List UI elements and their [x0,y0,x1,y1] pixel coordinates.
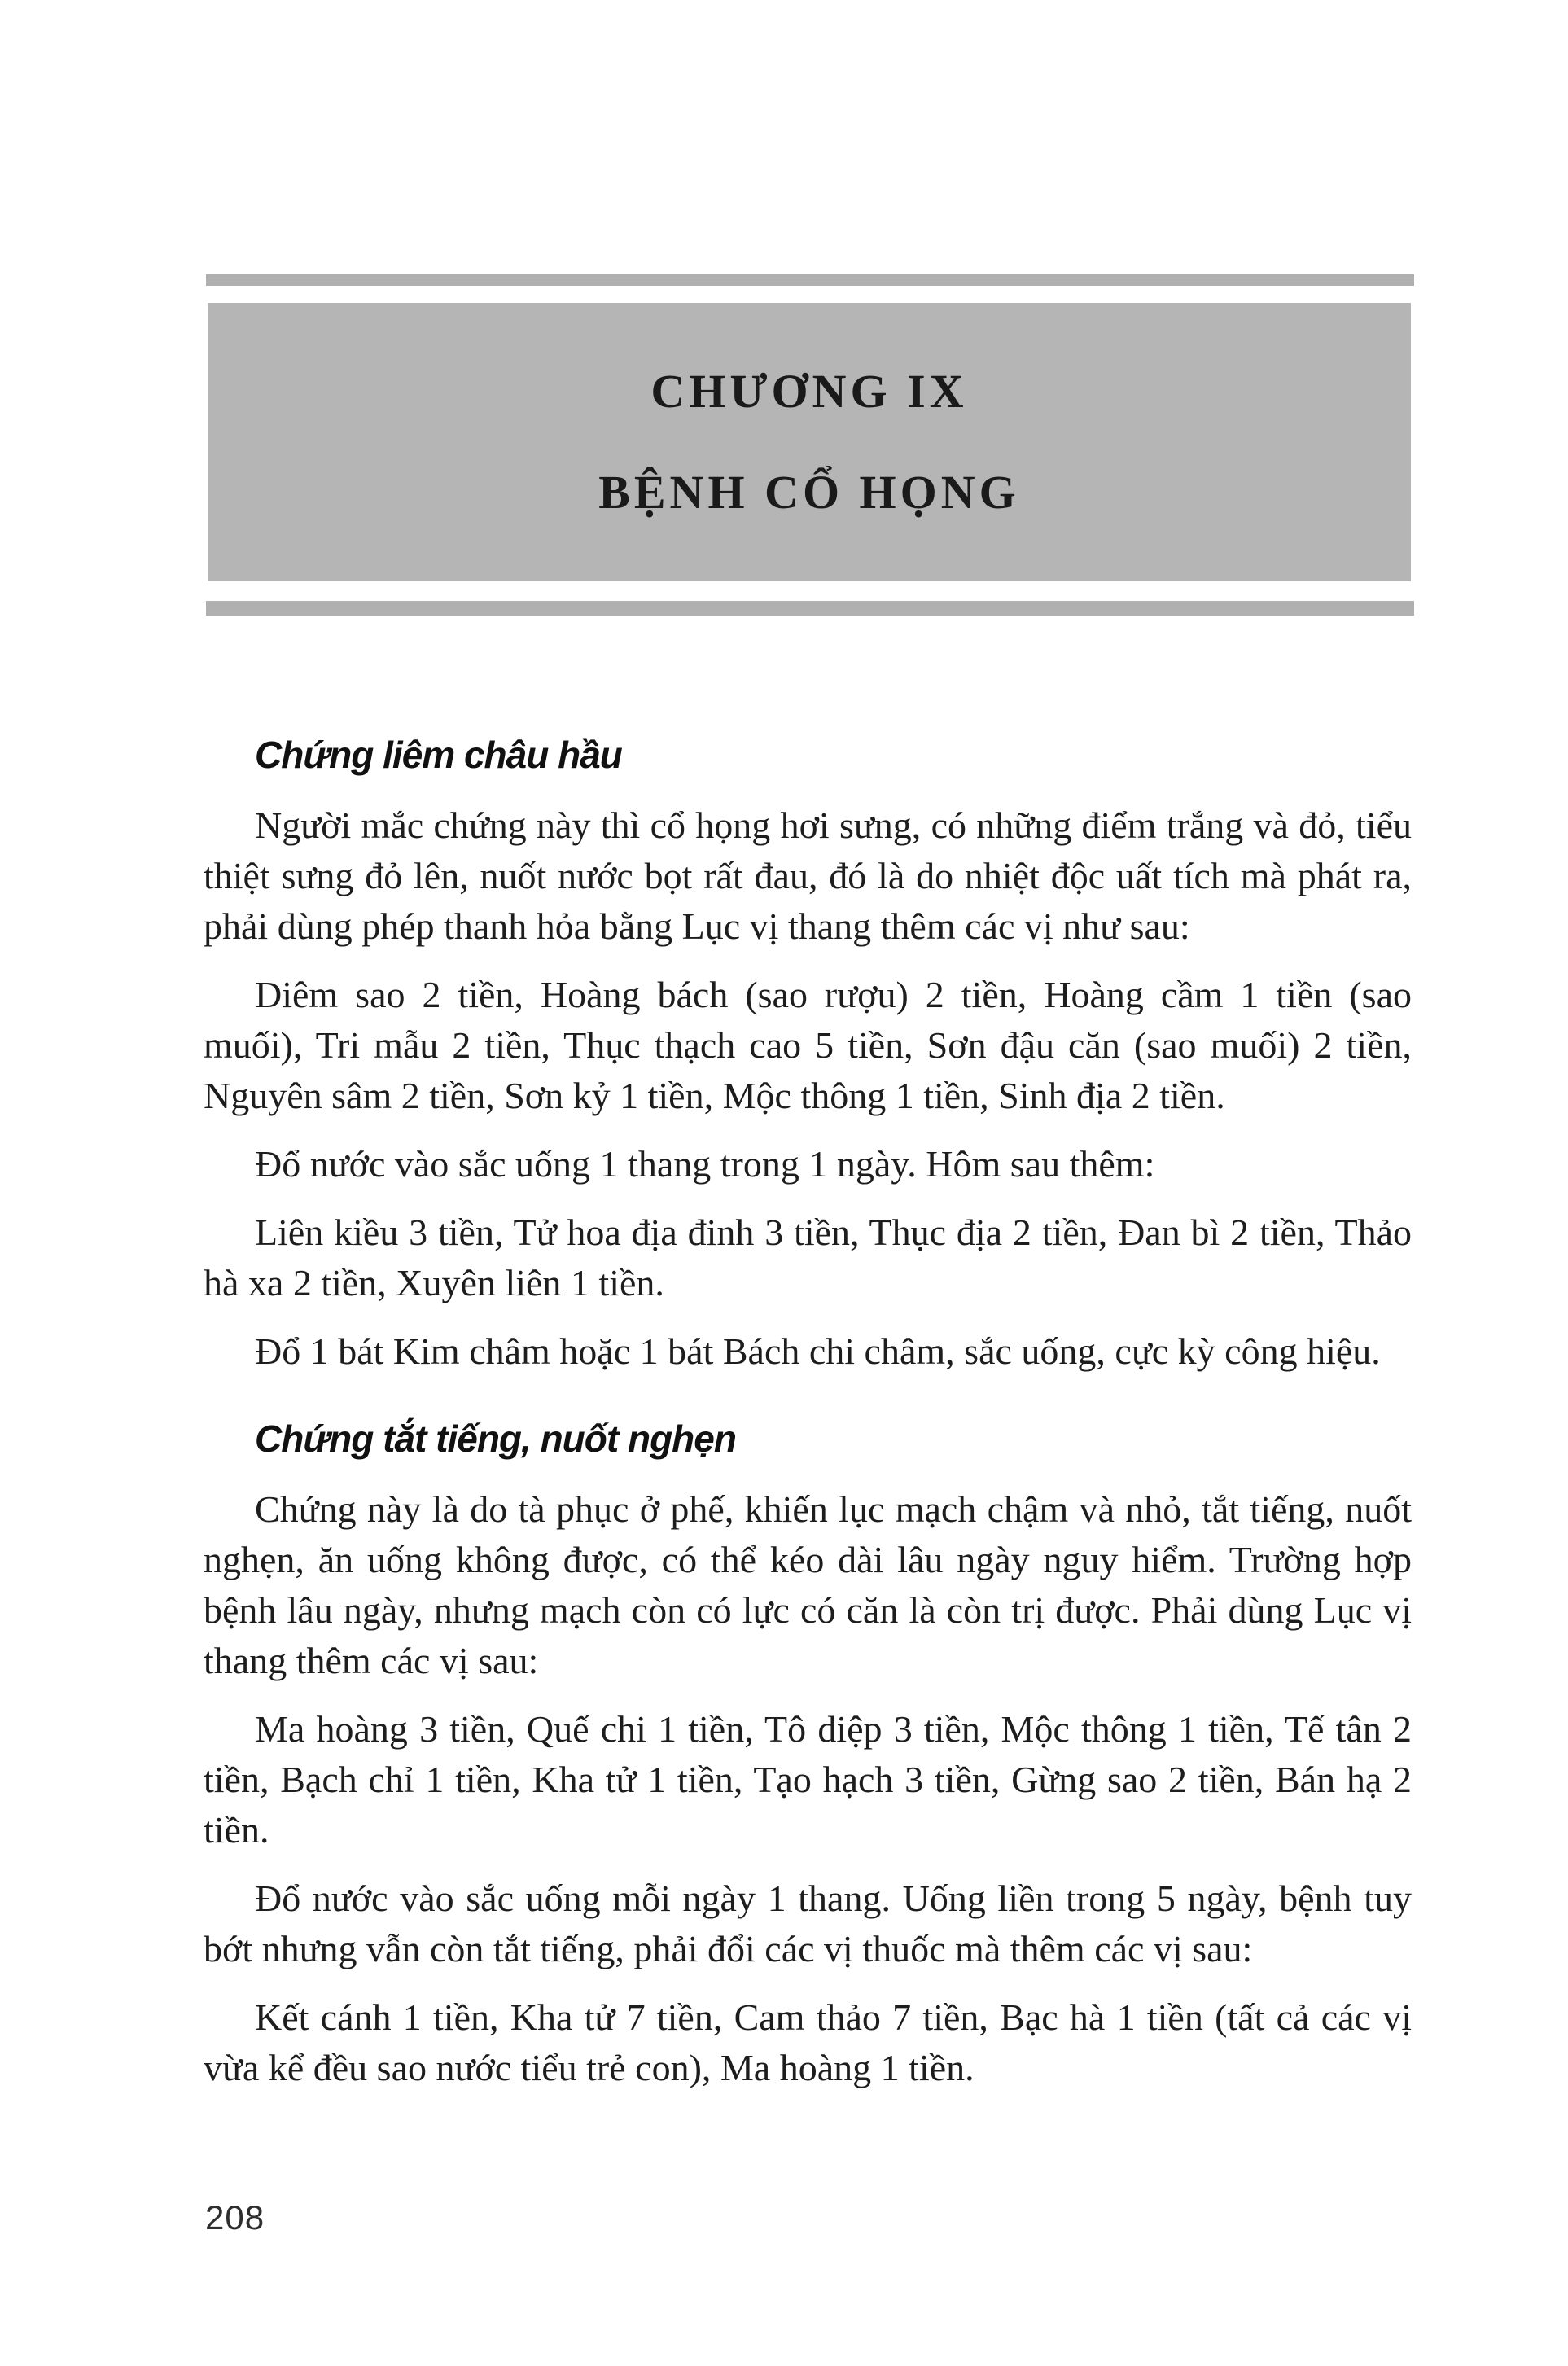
page-number: 208 [205,2198,265,2237]
paragraph: Người mắc chứng này thì cổ họng hơi sưng, có những điểm trắng và đỏ, tiểu thiệt sưng đỏ lên, nuốt nước bọt rất đau, đó là do nhiệt độc uất tích mà phát ra, phải dùng phép thanh hỏa bằng Lục vị thang thêm các vị như sau: [204,804,1412,947]
paragraph: Đổ nước vào sắc uống 1 thang trong 1 ngày. Hôm sau thêm: [255,1143,1155,1185]
paragraph: Đổ nước vào sắc uống mỗi ngày 1 thang. Uống liền trong 5 ngày, bệnh tuy bớt nhưng vẫn còn tắt tiếng, phải đổi các vị thuốc mà thêm các vị sau: [204,1877,1412,1969]
chapter-label: CHƯƠNG IX [650,365,968,418]
paragraph: Ma hoàng 3 tiền, Quế chi 1 tiền, Tô diệp 3 tiền, Mộc thông 1 tiền, Tế tân 2 tiền, Bạch chỉ 1 tiền, Kha tử 1 tiền, Tạo hạch 3 tiền, Gừng sao 2 tiền, Bán hạ 2 tiền. [204,1708,1412,1851]
paragraph: Đổ 1 bát Kim châm hoặc 1 bát Bách chi châm, sắc uống, cực kỳ công hiệu. [255,1330,1381,1372]
paragraph: Liên kiều 3 tiền, Tử hoa địa đinh 3 tiền, Thục địa 2 tiền, Đan bì 2 tiền, Thảo hà xa 2 tiền, Xuyên liên 1 tiền. [204,1211,1412,1303]
body-text [204,730,1412,2111]
section-heading: Chứng liêm châu hầu [255,734,622,776]
section-heading: Chứng tắt tiếng, nuốt nghẹn [255,1417,736,1460]
paragraph: Kết cánh 1 tiền, Kha tử 7 tiền, Cam thảo 7 tiền, Bạc hà 1 tiền (tất cả các vị vừa kể đều sao nước tiểu trẻ con), Ma hoàng 1 tiền. [204,1996,1412,2088]
chapter-header [208,303,1411,581]
paragraph: Chứng này là do tà phục ở phế, khiến lục mạch chậm và nhỏ, tắt tiếng, nuốt nghẹn, ăn uống không được, có thể kéo dài lâu ngày nguy hiểm. Trường hợp bệnh lâu ngày, nhưng mạch còn có lực có căn là còn trị được. Phải dùng Lục vị thang thêm các vị sau: [204,1488,1412,1681]
chapter-title: BỆNH CỔ HỌNG [598,466,1020,519]
top-rule [206,274,1414,286]
section-tat-tieng-nuot-nghen [204,1413,1412,2093]
section-liem-chau-hau [204,730,1412,1377]
paragraph: Diêm sao 2 tiền, Hoàng bách (sao rượu) 2 tiền, Hoàng cầm 1 tiền (sao muối), Tri mẫu 2 tiền, Thục thạch cao 5 tiền, Sơn đậu căn (sao muối) 2 tiền, Nguyên sâm 2 tiền, Sơn kỷ 1 tiền, Mộc thông 1 tiền, Sinh địa 2 tiền. [204,974,1412,1116]
bottom-rule [206,601,1414,616]
